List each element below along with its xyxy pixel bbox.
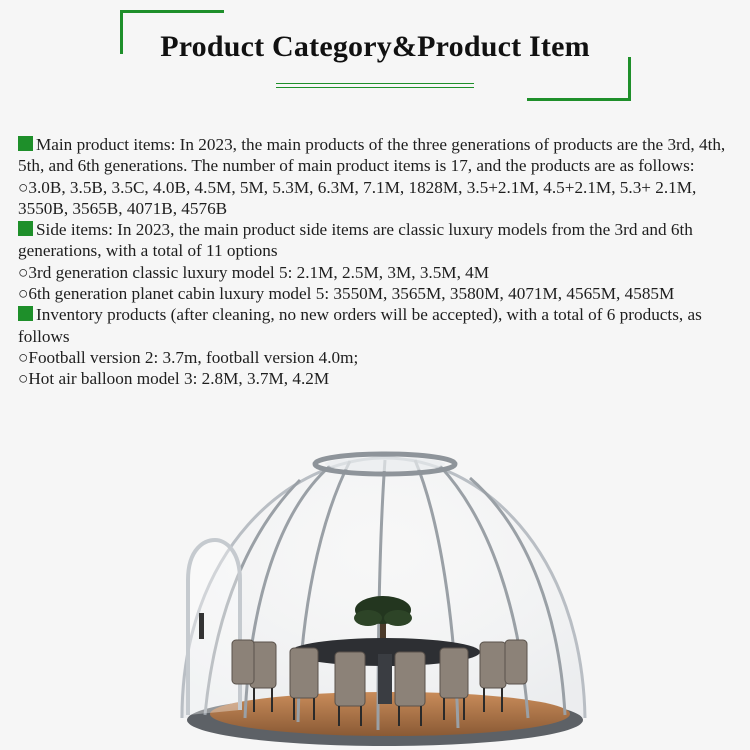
circle-bullet-icon: ○ <box>18 284 29 304</box>
side-items-text: Side items: In 2023, the main product side items are classic luxury models from the 3rd and 6th generations, with a total of 11 options <box>18 220 693 261</box>
transparent-dome-tent-icon <box>0 430 750 750</box>
circle-bullet-icon: ○ <box>18 262 29 282</box>
inventory-football <box>18 347 734 368</box>
corner-bracket-bottom-right <box>527 98 631 101</box>
title-block <box>0 0 750 110</box>
side-items-3rd-gen-text: 3rd generation classic luxury model 5: 2.1M, 2.5M, 3M, 3.5M, 4M <box>28 262 490 282</box>
circle-bullet-icon: ○ <box>18 347 29 367</box>
main-items-list-text: 3.0B, 3.5B, 3.5C, 4.0B, 4.5M, 5M, 5.3M, 6.3M, 7.1M, 1828M, 3.5+2.1M, 4.5+2.1M, 5.3+ 2.1M, 3550B, 3565B, 4071B, 4576B <box>18 177 697 218</box>
inventory-paragraph <box>18 304 734 347</box>
inventory-football-text: Football version 2: 3.7m, football version 4.0m; <box>28 347 359 367</box>
side-items-6th-gen <box>18 283 734 304</box>
title-underline-second <box>276 87 474 88</box>
green-square-bullet-icon <box>18 221 33 236</box>
main-items-text: Main product items: In 2023, the main products of the three generations of products are the 3rd, 4th, 5th, and 6th generations. The number of main product items is 17, and the products are as follows: <box>18 135 726 176</box>
inventory-balloon <box>18 368 734 389</box>
circle-bullet-icon: ○ <box>18 177 29 197</box>
title-underline <box>276 83 474 84</box>
green-square-bullet-icon <box>18 306 33 321</box>
inventory-balloon-text: Hot air balloon model 3: 2.8M, 3.7M, 4.2M <box>28 369 330 389</box>
corner-bracket-top-left <box>120 10 224 13</box>
inventory-text: Inventory products (after cleaning, no new orders will be accepted), with a total of 6 products, as follows <box>18 305 702 346</box>
circle-bullet-icon: ○ <box>18 369 29 389</box>
page-title: Product Category&Product Item <box>160 30 590 63</box>
side-items-6th-gen-text: 6th generation planet cabin luxury model 5: 3550M, 3565M, 3580M, 4071M, 4565M, 4585M <box>28 284 675 304</box>
product-description <box>18 134 734 390</box>
main-items-list <box>18 177 734 220</box>
green-square-bullet-icon <box>18 136 33 151</box>
side-items-paragraph <box>18 219 734 262</box>
side-items-3rd-gen <box>18 262 734 283</box>
main-items-paragraph <box>18 134 734 177</box>
